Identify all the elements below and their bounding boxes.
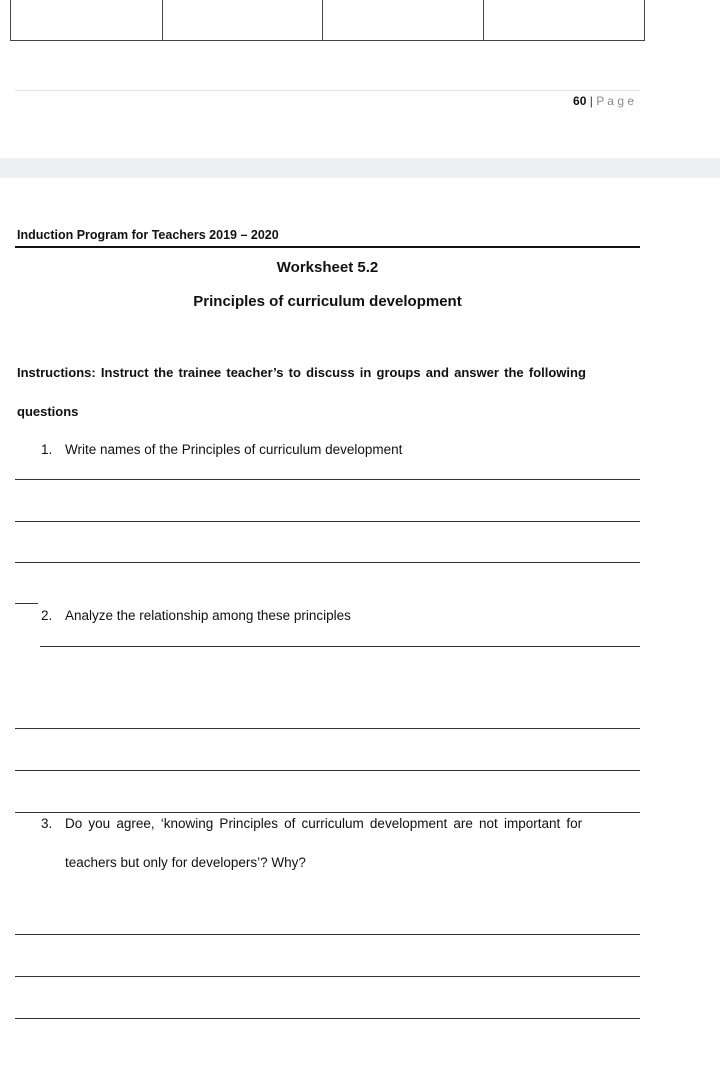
- worksheet-title: Worksheet 5.2: [276, 259, 379, 276]
- question-1-text: Write names of the Principles of curriculum development: [65, 442, 403, 457]
- footer-divider: [15, 90, 640, 91]
- running-header: Induction Program for Teachers 2019 – 2020: [17, 228, 279, 242]
- answer-line[interactable]: [15, 770, 640, 771]
- page-separator: |: [589, 94, 593, 108]
- question-2-text: Analyze the relationship among these principles: [65, 608, 351, 623]
- answer-line[interactable]: [15, 479, 640, 480]
- instructions: Instructions: Instruct the trainee teacher’s to discuss in groups and answer the following: [17, 365, 586, 380]
- answer-line[interactable]: [15, 521, 640, 522]
- question-3-text: Do you agree, ‘knowing Principles of curriculum development are not important for: [65, 816, 583, 831]
- answer-line-stub: [15, 603, 38, 604]
- instructions-continued: questions: [17, 404, 79, 419]
- page-gap: [0, 158, 720, 178]
- table-cell: [161, 0, 323, 41]
- page-footer: [573, 94, 634, 108]
- table-cell: [321, 0, 484, 41]
- question-1-number: 1.: [41, 442, 53, 457]
- answer-line[interactable]: [15, 1018, 640, 1019]
- page-label: P a g e: [596, 94, 634, 108]
- answer-line[interactable]: [15, 812, 640, 813]
- table-cell: [10, 0, 163, 41]
- question-3-number: 3.: [41, 816, 53, 831]
- question-3-text-continued: teachers but only for developers’? Why?: [65, 855, 306, 870]
- worksheet-subtitle: Principles of curriculum development: [193, 293, 462, 310]
- header-rule: [15, 246, 640, 248]
- question-2-number: 2.: [41, 608, 53, 623]
- answer-line[interactable]: [15, 728, 640, 729]
- answer-line[interactable]: [15, 562, 640, 563]
- answer-line[interactable]: [40, 646, 640, 647]
- answer-line[interactable]: [15, 976, 640, 977]
- table-cell: [482, 0, 645, 41]
- answer-line[interactable]: [15, 934, 640, 935]
- page-number: 60: [573, 94, 587, 108]
